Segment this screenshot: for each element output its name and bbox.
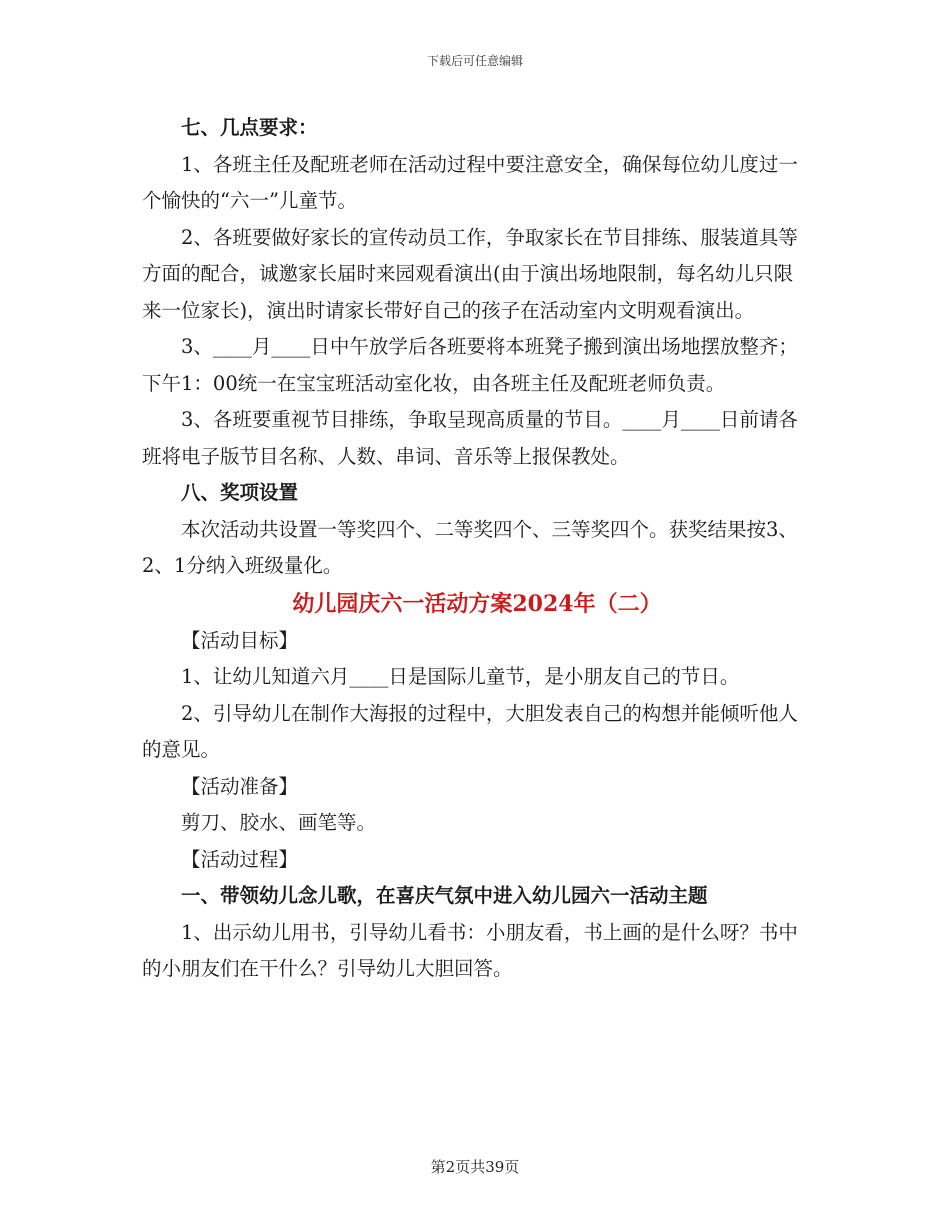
subsection-label-preparation: 【活动准备】 [181,774,299,798]
document-title: 幼儿园庆六一活动方案2024年（二） [292,590,662,617]
paragraph: 1、让幼儿知道六月____日是国际儿童节，是小朋友自己的节日。 [181,665,740,688]
paragraph: 1、出示幼儿用书，引导幼儿看书：小朋友看，书上画的是什么呀？书中的小朋友们在干什么？引导幼儿大胆回答。 [142,920,798,980]
paragraph: 3、各班要重视节目排练，争取呈现高质量的节目。____月____日前请各班将电子版节目名称、人数、串词、音乐等上报保教处。 [142,408,798,468]
paragraph: 2、引导幼儿在制作大海报的过程中，大胆发表自己的构想并能倾听他人的意见。 [142,701,798,761]
section-heading-requirements: 七、几点要求： [181,116,318,139]
section-heading-awards: 八、奖项设置 [181,481,299,504]
paragraph: 3、____月____日中午放学后各班要将本班凳子搬到演出场地摆放整齐；下午1：00统一在宝宝班活动室化妆，由各班主任及配班老师负责。 [142,335,798,395]
document-body [142,110,812,988]
subsection-label-process: 【活动过程】 [181,847,299,871]
page-number: 第2页共39页 [430,1158,520,1176]
paragraph: 1、各班主任及配班老师在活动过程中要注意安全，确保每位幼儿度过一个愉快的“六一”儿童节。 [142,152,798,212]
paragraph: 剪刀、胶水、画笔等。 [181,811,377,834]
paragraph: 2、各班要做好家长的宣传动员工作，争取家长在节目排练、服装道具等方面的配合，诚邀家长届时来园观看演出(由于演出场地限制，每名幼儿只限来一位家长)，演出时请家长带好自己的孩子在活动室内文明观看演出。 [142,225,798,322]
page-header-note: 下载后可任意编辑 [426,54,523,68]
section-heading-step-one: 一、带领幼儿念儿歌，在喜庆气氛中进入幼儿园六一活动主题 [181,884,708,907]
subsection-label-goals: 【活动目标】 [181,628,299,652]
paragraph: 本次活动共设置一等奖四个、二等奖四个、三等奖四个。获奖结果按3、2、1分纳入班级量化。 [142,517,798,577]
